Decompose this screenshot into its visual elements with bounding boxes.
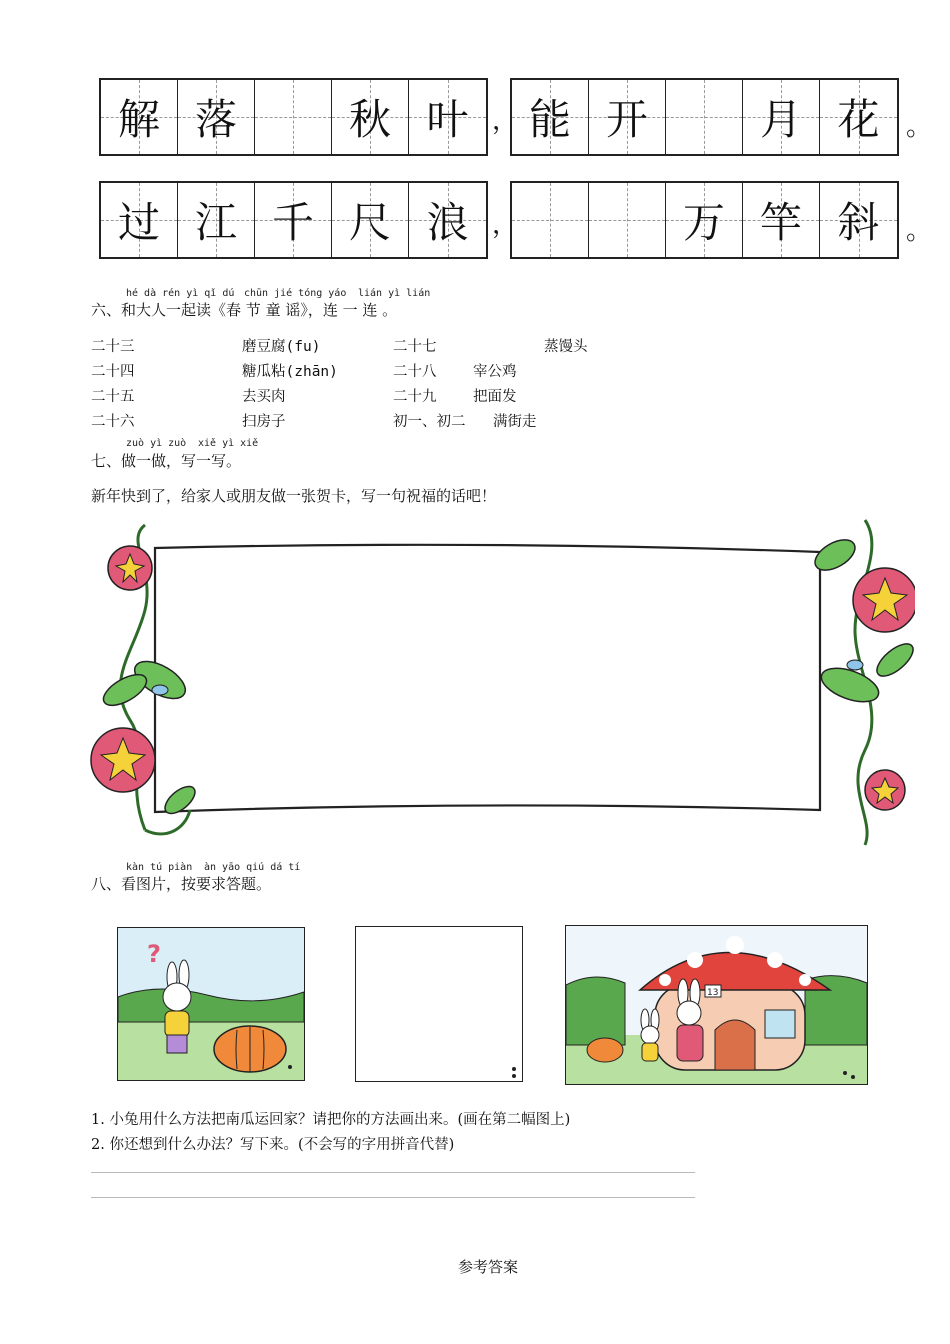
writing-grid-row1-right (510, 78, 899, 156)
match-item[interactable]: 糖瓜粘(zhān) (242, 364, 338, 380)
grid-cell: 能 (512, 80, 589, 154)
match-item[interactable]: 二十三 (91, 339, 135, 355)
match-item[interactable]: 扫房子 (242, 414, 286, 430)
card-writing-area (155, 545, 820, 812)
match-item[interactable]: 二十四 (91, 364, 135, 380)
match-item[interactable]: 去买肉 (242, 389, 286, 405)
svg-text:?: ? (147, 940, 161, 968)
grid-cell: 斜 (820, 183, 897, 257)
grid-cell: 解 (101, 80, 178, 154)
flower-icon (865, 770, 905, 810)
question-7-heading: 七、做一做，写一写。 (91, 452, 242, 470)
grid-cell: 千 (255, 183, 332, 257)
grid-cell: 花 (820, 80, 897, 154)
match-item[interactable]: 初一、初二 (393, 414, 466, 430)
flower-icon (108, 546, 152, 590)
answer-line[interactable] (91, 1172, 695, 1173)
bud-icon (847, 660, 863, 670)
greeting-card-frame[interactable] (85, 510, 915, 850)
pinyin: zuò yì zuò (126, 438, 187, 449)
question-7-instruction: 新年快到了，给家人或朋友做一张贺卡，写一句祝福的话吧！ (91, 487, 497, 505)
grid-cell-blank[interactable] (512, 183, 589, 257)
grid-cell: 江 (178, 183, 255, 257)
grid-cell-blank[interactable] (666, 80, 743, 154)
question-8-heading: 八、看图片，按要求答题。 (91, 875, 272, 893)
grid-cell: 叶 (409, 80, 486, 154)
flower-icon (91, 728, 155, 792)
pinyin: lián yì lián (358, 288, 431, 299)
match-item[interactable]: 磨豆腐(fu) (242, 339, 321, 355)
grid-cell: 万 (666, 183, 743, 257)
comma: ， (492, 210, 519, 240)
question-8-item-2: 2. 你还想到什么办法？写下来。(不会写的字用拼音代替) (91, 1137, 455, 1153)
writing-grid-row1-left (99, 78, 488, 156)
pumpkin-icon (587, 1038, 623, 1062)
grid-cell: 月 (743, 80, 820, 154)
question-6-heading: 六、和大人一起读《春 节 童 谣》，连 一 连 。 (91, 301, 398, 319)
grid-cell: 尺 (332, 183, 409, 257)
grid-cell: 开 (589, 80, 666, 154)
pinyin: xiě yì xiě (198, 438, 259, 449)
period: 。 (906, 216, 933, 246)
match-item[interactable]: 满街走 (493, 414, 537, 430)
grid-cell-blank[interactable] (589, 183, 666, 257)
match-item[interactable]: 把面发 (473, 389, 517, 405)
match-item[interactable]: 二十九 (393, 389, 437, 405)
drawing-area-blank[interactable] (355, 926, 523, 1082)
pinyin: hé dà rén yì qǐ dú (126, 288, 235, 299)
grid-cell-blank[interactable] (255, 80, 332, 154)
leaf-icon (99, 668, 152, 711)
match-item[interactable]: 二十七 (393, 339, 437, 355)
grid-cell: 过 (101, 183, 178, 257)
answer-line[interactable] (91, 1197, 695, 1198)
comma: ， (492, 106, 519, 136)
grid-cell: 落 (178, 80, 255, 154)
question-8-item-1: 1. 小兔用什么方法把南瓜运回家？请把你的方法画出来。(画在第二幅图上) (91, 1112, 571, 1128)
grid-cell: 竿 (743, 183, 820, 257)
footer-answer-key: 参考答案 (458, 1258, 519, 1276)
pinyin: kàn tú piàn (126, 862, 193, 873)
rabbit-icon (163, 960, 191, 1053)
period: 。 (906, 112, 933, 142)
writing-grid-row2-right (510, 181, 899, 259)
writing-grid-row2-left (99, 181, 488, 259)
match-item[interactable]: 二十六 (91, 414, 135, 430)
picture-mushroom-house (565, 925, 868, 1085)
pinyin: chūn jié tóng yáo (244, 288, 347, 299)
bud-icon (152, 685, 168, 695)
leaf-icon (872, 638, 915, 682)
rabbit-mother-icon (677, 979, 703, 1061)
picture-rabbit-pumpkin (117, 927, 305, 1081)
flower-icon (853, 568, 915, 632)
pinyin: àn yāo qiú dá tí (204, 862, 301, 873)
match-item[interactable]: 蒸馒头 (544, 339, 588, 355)
match-item[interactable]: 二十五 (91, 389, 135, 405)
house-number: 13 (707, 988, 719, 998)
match-item[interactable]: 二十八 (393, 364, 437, 380)
match-item[interactable]: 宰公鸡 (473, 364, 517, 380)
grid-cell: 浪 (409, 183, 486, 257)
grid-cell: 秋 (332, 80, 409, 154)
